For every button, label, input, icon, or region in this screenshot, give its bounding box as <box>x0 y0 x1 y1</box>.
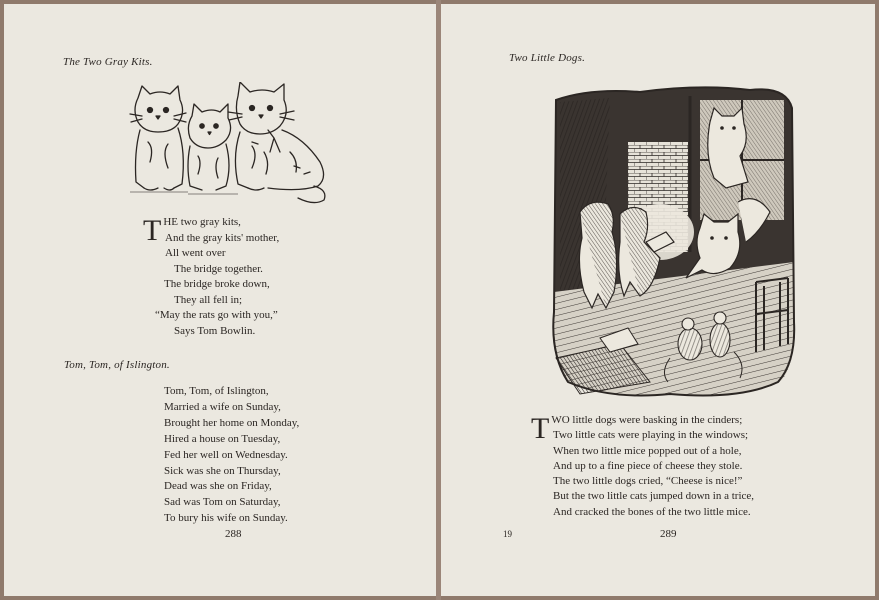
poem-line: The bridge broke down, <box>164 278 270 290</box>
right-page <box>441 4 875 596</box>
poem-line: Says Tom Bowlin. <box>174 324 256 337</box>
poem-line: “May the rats go with you,” <box>155 309 278 321</box>
poem-line: To bury his wife on Sunday. <box>164 512 288 525</box>
poem-line: The bridge together. <box>174 262 263 275</box>
poem-line: Fed her well on Wednesday. <box>164 448 288 461</box>
dogs-cats-mice-engraving <box>550 82 796 400</box>
page-number: 289 <box>660 528 677 540</box>
poem-line: Sick was she on Thursday, <box>164 464 281 477</box>
signature-mark: 19 <box>503 529 512 539</box>
poem-line: And cracked the bones of the two little mice. <box>553 505 751 518</box>
poem-title-two-little-dogs: Two Little Dogs. <box>509 52 586 64</box>
poem-line: Tom, Tom, of Islington, <box>164 385 269 397</box>
drop-cap: T <box>143 214 162 247</box>
poem-line: But the two little cats jumped down in a trice, <box>553 490 755 503</box>
poem-line: The two little dogs cried, “Cheese is nice!” <box>553 475 743 488</box>
poem-line: They all fell in; <box>174 293 243 306</box>
poem-line: Hired a house on Tuesday, <box>164 432 281 445</box>
poem-line: All went over <box>165 247 226 259</box>
left-page <box>4 4 436 596</box>
kittens-illustration <box>128 82 334 206</box>
poem-title-two-gray-kits: The Two Gray Kits. <box>63 56 153 68</box>
poem-line: And the gray kits' mother, <box>165 231 280 244</box>
poem-title-tom-tom: Tom, Tom, of Islington. <box>64 359 170 371</box>
poem-line: Brought her home on Monday, <box>164 416 300 429</box>
poem-two-little-dogs <box>531 413 754 520</box>
poem-line: Sad was Tom on Saturday, <box>164 496 281 509</box>
poem-line: And up to a fine piece of cheese they stole. <box>553 459 743 472</box>
poem-line: When two little mice popped out of a hole, <box>553 444 742 457</box>
poem-line: HE two gray kits, <box>163 216 241 228</box>
poem-tom-tom <box>164 384 299 527</box>
drop-cap: T <box>531 412 550 445</box>
poem-line: Married a wife on Sunday, <box>164 400 281 413</box>
poem-two-gray-kits <box>140 215 279 339</box>
page-number: 288 <box>225 528 242 540</box>
poem-line: Dead was she on Friday, <box>164 480 272 493</box>
poem-line: WO little dogs were basking in the cinders; <box>551 414 743 426</box>
poem-line: Two little cats were playing in the windows; <box>553 429 749 442</box>
